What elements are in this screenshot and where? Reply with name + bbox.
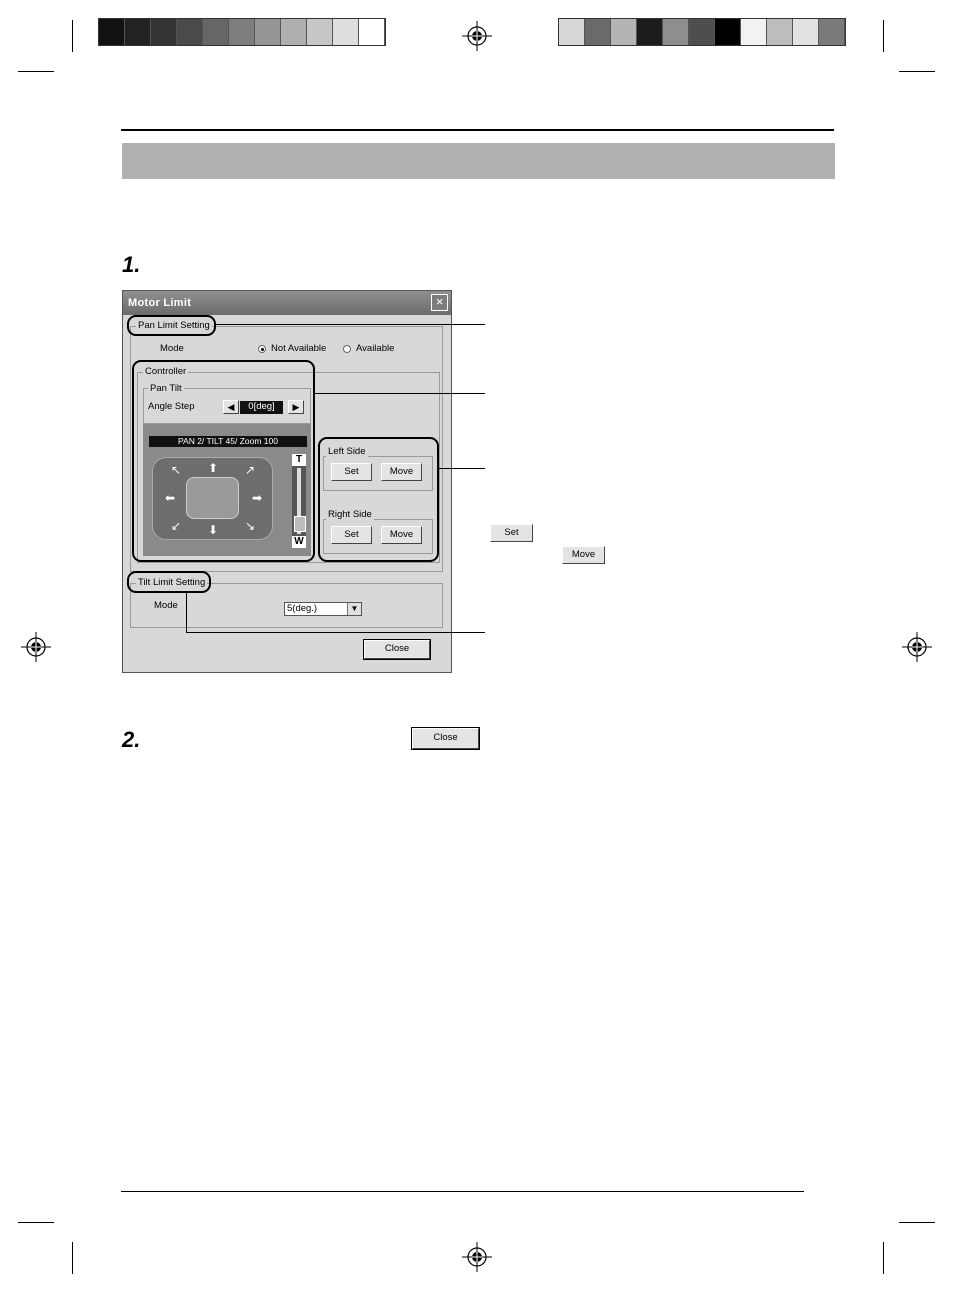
callout-tilt-limit-setting: [127, 571, 211, 593]
step-2-number: 2.: [122, 727, 141, 752]
color-swatch: [229, 19, 255, 45]
registration-mark-icon: [462, 21, 492, 51]
pan-mode-label: Mode: [160, 343, 184, 354]
color-swatch: [203, 19, 229, 45]
controller-legend: Controller: [145, 366, 187, 377]
step-1-number: 1.: [122, 252, 141, 277]
crop-mark: [72, 20, 73, 52]
arrow-down-icon[interactable]: ⬇: [207, 523, 219, 537]
crop-mark: [72, 1242, 73, 1274]
dialog-close-button[interactable]: Close: [364, 640, 430, 659]
right-side-move-button[interactable]: Move: [381, 526, 422, 544]
close-icon[interactable]: ×: [431, 294, 448, 311]
right-side-set-button[interactable]: Set: [331, 526, 372, 544]
arrow-down-right-icon[interactable]: ↘: [244, 519, 256, 533]
color-swatch: [715, 19, 741, 45]
crop-mark: [18, 1222, 54, 1223]
header-rule: [121, 129, 834, 131]
left-side-legend: Left Side: [328, 446, 366, 457]
angle-step-label: Angle Step: [148, 401, 195, 412]
arrow-up-left-icon[interactable]: ↖: [170, 463, 182, 477]
color-swatch: [819, 19, 845, 45]
color-swatch: [255, 19, 281, 45]
left-side-move-button[interactable]: Move: [381, 463, 422, 481]
color-swatch: [333, 19, 359, 45]
radio-available[interactable]: [343, 345, 351, 353]
set-button-reference: Set: [490, 524, 533, 542]
arrow-up-right-icon[interactable]: ↗: [244, 463, 256, 477]
dialog-title: Motor Limit: [128, 297, 192, 309]
color-swatch: [793, 19, 819, 45]
pan-tilt-legend: Pan Tilt: [150, 383, 182, 394]
camera-position-status: PAN 2/ TILT 45/ Zoom 100: [149, 436, 307, 447]
registration-mark-icon: [902, 632, 932, 662]
tilt-limit-legend: Tilt Limit Setting: [138, 577, 206, 588]
dialog-titlebar: [123, 291, 451, 315]
radio-available-label: Available: [356, 343, 395, 354]
color-swatch: [689, 19, 715, 45]
angle-step-decrease-button[interactable]: ◀: [223, 400, 239, 414]
tilt-mode-value: 5(deg.): [287, 603, 318, 614]
color-swatch: [559, 19, 585, 45]
callout-side-buttons: [318, 437, 439, 562]
angle-step-increase-button[interactable]: ▶: [288, 400, 304, 414]
left-side-set-button[interactable]: Set: [331, 463, 372, 481]
callout-controller: [132, 360, 315, 562]
color-calibration-bar-left: [98, 18, 386, 46]
crop-mark: [883, 1242, 884, 1274]
arrow-left-icon[interactable]: ⬅: [164, 491, 176, 505]
radio-not-available[interactable]: [258, 345, 266, 353]
leader-line-pan-limit: [215, 324, 485, 325]
color-swatch: [611, 19, 637, 45]
color-swatch: [99, 19, 125, 45]
color-swatch: [125, 19, 151, 45]
crop-mark: [899, 71, 935, 72]
color-swatch: [151, 19, 177, 45]
move-button-reference: Move: [562, 546, 605, 564]
color-swatch: [307, 19, 333, 45]
pan-limit-legend: Pan Limit Setting: [138, 320, 210, 331]
registration-mark-icon: [21, 632, 51, 662]
crop-mark: [899, 1222, 935, 1223]
zoom-tele-label: T: [292, 454, 306, 466]
leader-line-tilt-limit-vertical: [186, 592, 187, 633]
leader-line-controller: [313, 393, 485, 394]
right-side-legend: Right Side: [328, 509, 372, 520]
leader-line-tilt-limit: [186, 632, 485, 633]
footer-rule: [121, 1191, 804, 1192]
color-swatch: [637, 19, 663, 45]
radio-not-available-label: Not Available: [271, 343, 327, 354]
color-swatch: [281, 19, 307, 45]
color-swatch: [585, 19, 611, 45]
section-heading-band: [122, 143, 835, 179]
motor-limit-dialog: [122, 290, 452, 673]
callout-pan-limit-setting: [127, 315, 216, 336]
color-calibration-bar-right: [558, 18, 846, 46]
color-swatch: [359, 19, 385, 45]
crop-mark: [883, 20, 884, 52]
arrow-down-left-icon[interactable]: ↙: [170, 519, 182, 533]
crop-mark: [18, 71, 54, 72]
color-swatch: [767, 19, 793, 45]
chevron-down-icon[interactable]: ▼: [347, 603, 361, 615]
color-swatch: [663, 19, 689, 45]
zoom-wide-label: W: [292, 536, 306, 548]
leader-line-side-buttons: [438, 468, 485, 469]
arrow-up-icon[interactable]: ⬆: [207, 461, 219, 475]
registration-mark-icon: [462, 1242, 492, 1272]
color-swatch: [741, 19, 767, 45]
tilt-mode-label: Mode: [154, 600, 178, 611]
arrow-right-icon[interactable]: ➡: [251, 491, 263, 505]
tilt-mode-select[interactable]: [284, 602, 362, 616]
close-button-reference: Close: [412, 728, 479, 749]
angle-step-value: 0[deg]: [240, 401, 283, 414]
color-swatch: [177, 19, 203, 45]
